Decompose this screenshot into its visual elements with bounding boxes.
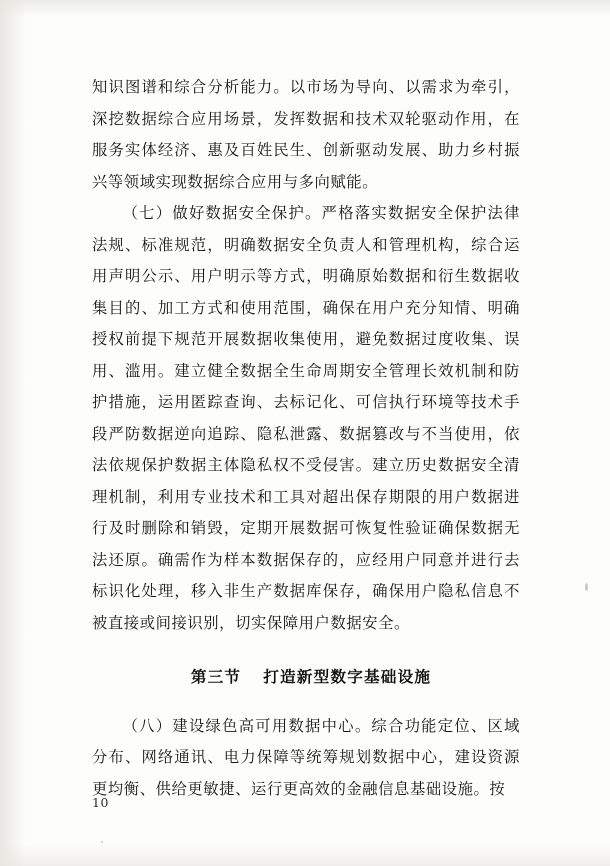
paragraph-green-datacenter: （八）建设绿色高可用数据中心。综合功能定位、区域分布、网络通讯、电力保障等统筹规划数据中心，建设资源更均衡、供给更敏捷、运行更高效的金融信息基础设施。按 (92, 716, 520, 798)
page-edge-shadow-top (0, 0, 610, 18)
paragraph-data-security: （七）做好数据安全保护。严格落实数据安全保护法律法规、标准规范，明确数据安全负责人和管理机构，综合运用声明公示、用户明示等方式，明确原始数据和衍生数据收集目的、加工方式和使用范围，确保在用户充分知情、明确授权前提下规范开展数据收集使用，避免数据过度收集、误用、滥用。建立健全数据全生命周期安全管理长效机制和防护措施，运用匿踪查询、去标记化、可信执行环境等技术手段严防数据逆向追踪、隐私泄露、数据篡改与不当使用，依法依规保护数据主体隐私权不受侵害。建立历史数据安全清理机制，利用专业技术和工具对超出保存期限的用户数据进行及时删除和销毁，定期开展数据可恢复性验证确保数据无法还原。确需作为样本数据保存的，应经用户同意并进行去标识化处理，移入非生产数据库保存，确保用户隐私信息不被直接或间接识别，切实保障用户数据安全。 (92, 204, 520, 632)
section-heading-title: 打造新型数字基础设施 (263, 667, 432, 686)
scan-speck (585, 583, 588, 591)
paragraph-continued: 知识图谱和综合分析能力。以市场为导向、以需求为牵引，深挖数据综合应用场景，发挥数据和技术双轮驱动作用，在服务实体经济、惠及百姓民生、创新驱动发展、助力乡村振兴等领域实现数据综合应用与多向赋能。 (92, 78, 520, 191)
scan-speck (101, 841, 103, 843)
document-body (92, 72, 520, 805)
page-edge-shadow-left (0, 0, 26, 866)
page-edge-shadow-bottom (0, 844, 610, 866)
section-heading-label: 第三节 (190, 667, 242, 686)
page-number: 10 (92, 795, 109, 810)
section-heading (92, 661, 520, 693)
